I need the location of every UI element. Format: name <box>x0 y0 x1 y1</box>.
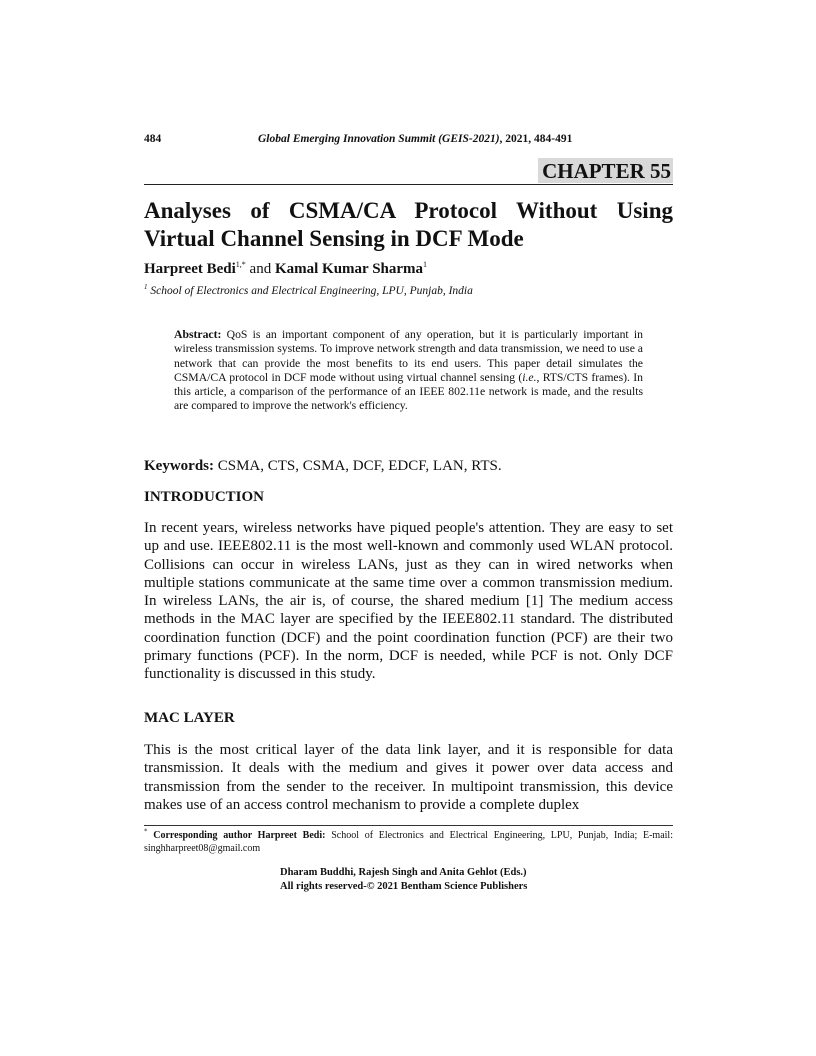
section-body-introduction: In recent years, wireless networks have piqued people's attention. They are easy to set up and use. IEEE802.11 is the most well-known and commonly used WLAN protocol. Collisions can occur in wireless LANs, just as they can in wired networks when multiple stations communicate at the same time over a common transmission medium. In wireless LANs, the air is, of course, the shared medium [1] The medium access methods in the MAC layer are specified by the IEEE802.11 standard. The distributed coordination function (DCF) and the point coordination function (PCF) are their two primary functions (PCF). In the norm, DCF is needed, while PCF is not. Only DCF functionality is discussed in this study. <box>144 520 673 683</box>
keywords-text: CSMA, CTS, CSMA, DCF, EDCF, LAN, RTS. <box>217 458 502 474</box>
footnote-label: Corresponding author Harpreet Bedi: <box>153 830 326 841</box>
keywords-label: Keywords: <box>144 458 214 474</box>
abstract <box>174 328 643 414</box>
author-conjunction: and <box>249 261 272 277</box>
section-heading-introduction: INTRODUCTION <box>144 489 265 505</box>
author-2-affiliation-mark: 1 <box>423 260 428 269</box>
page-number: 484 <box>144 133 162 145</box>
author-1-affiliation-mark: 1,* <box>235 260 246 269</box>
footnote-mark: * <box>144 827 148 836</box>
affiliation-text: School of Electronics and Electrical Engineering, LPU, Punjab, India <box>150 285 473 297</box>
journal-issue: , 2021, 484-491 <box>499 133 573 145</box>
section-body-mac-layer: This is the most critical layer of the data link layer, and it is responsible for data transmission. It deals with the medium and gives it power over data access and transmission from the sender to the receiver. In multipoint transmission, this device makes use of an access control mechanism to provide a complete duplex <box>144 742 673 813</box>
chapter-label: CHAPTER 55 <box>538 158 673 183</box>
abstract-text-1: QoS is an important component of any operation, but it is particularly important in wireless transmission systems. To improve network strength and data transmission, we need to use a network that can provide the most benefits to its end users. This paper detail simulates the CSMA/CA protocol in DCF mode without using virtual channel sensing ( <box>174 328 644 384</box>
section-heading-mac-layer: MAC LAYER <box>144 710 235 726</box>
publisher-info <box>280 866 527 893</box>
journal-name: Global Emerging Innovation Summit (GEIS-2021) <box>258 133 500 145</box>
paper-title: Analyses of CSMA/CA Protocol Without Using Virtual Channel Sensing in DCF Mode <box>144 198 673 251</box>
footnote-text: School of Electronics and Electrical Engineering, LPU, Punjab, India; E-mail: singhharpreet08@gmail.com <box>144 830 673 854</box>
chapter-banner <box>144 158 673 185</box>
abstract-text-2: , RTS/CTS frames). In this article, a comparison of the performance of an IEEE 802.11e network is made, and the results are compared to improve the network's efficiency. <box>174 370 643 413</box>
editors-line: Dharam Buddhi, Rajesh Singh and Anita Gehlot (Eds.) <box>280 867 527 878</box>
rights-line: All rights reserved-© 2021 Bentham Science Publishers <box>280 880 528 892</box>
journal-citation <box>258 133 572 145</box>
author-line <box>144 261 427 278</box>
keywords <box>144 458 502 475</box>
author-2: Kamal Kumar Sharma <box>274 261 424 277</box>
abstract-label: Abstract: <box>174 328 222 341</box>
abstract-ie: i.e. <box>522 370 537 384</box>
footnote <box>144 829 673 855</box>
author-1: Harpreet Bedi <box>144 261 236 277</box>
affiliation <box>144 285 473 297</box>
footnote-divider <box>144 825 673 826</box>
affiliation-mark: 1 <box>144 283 148 292</box>
